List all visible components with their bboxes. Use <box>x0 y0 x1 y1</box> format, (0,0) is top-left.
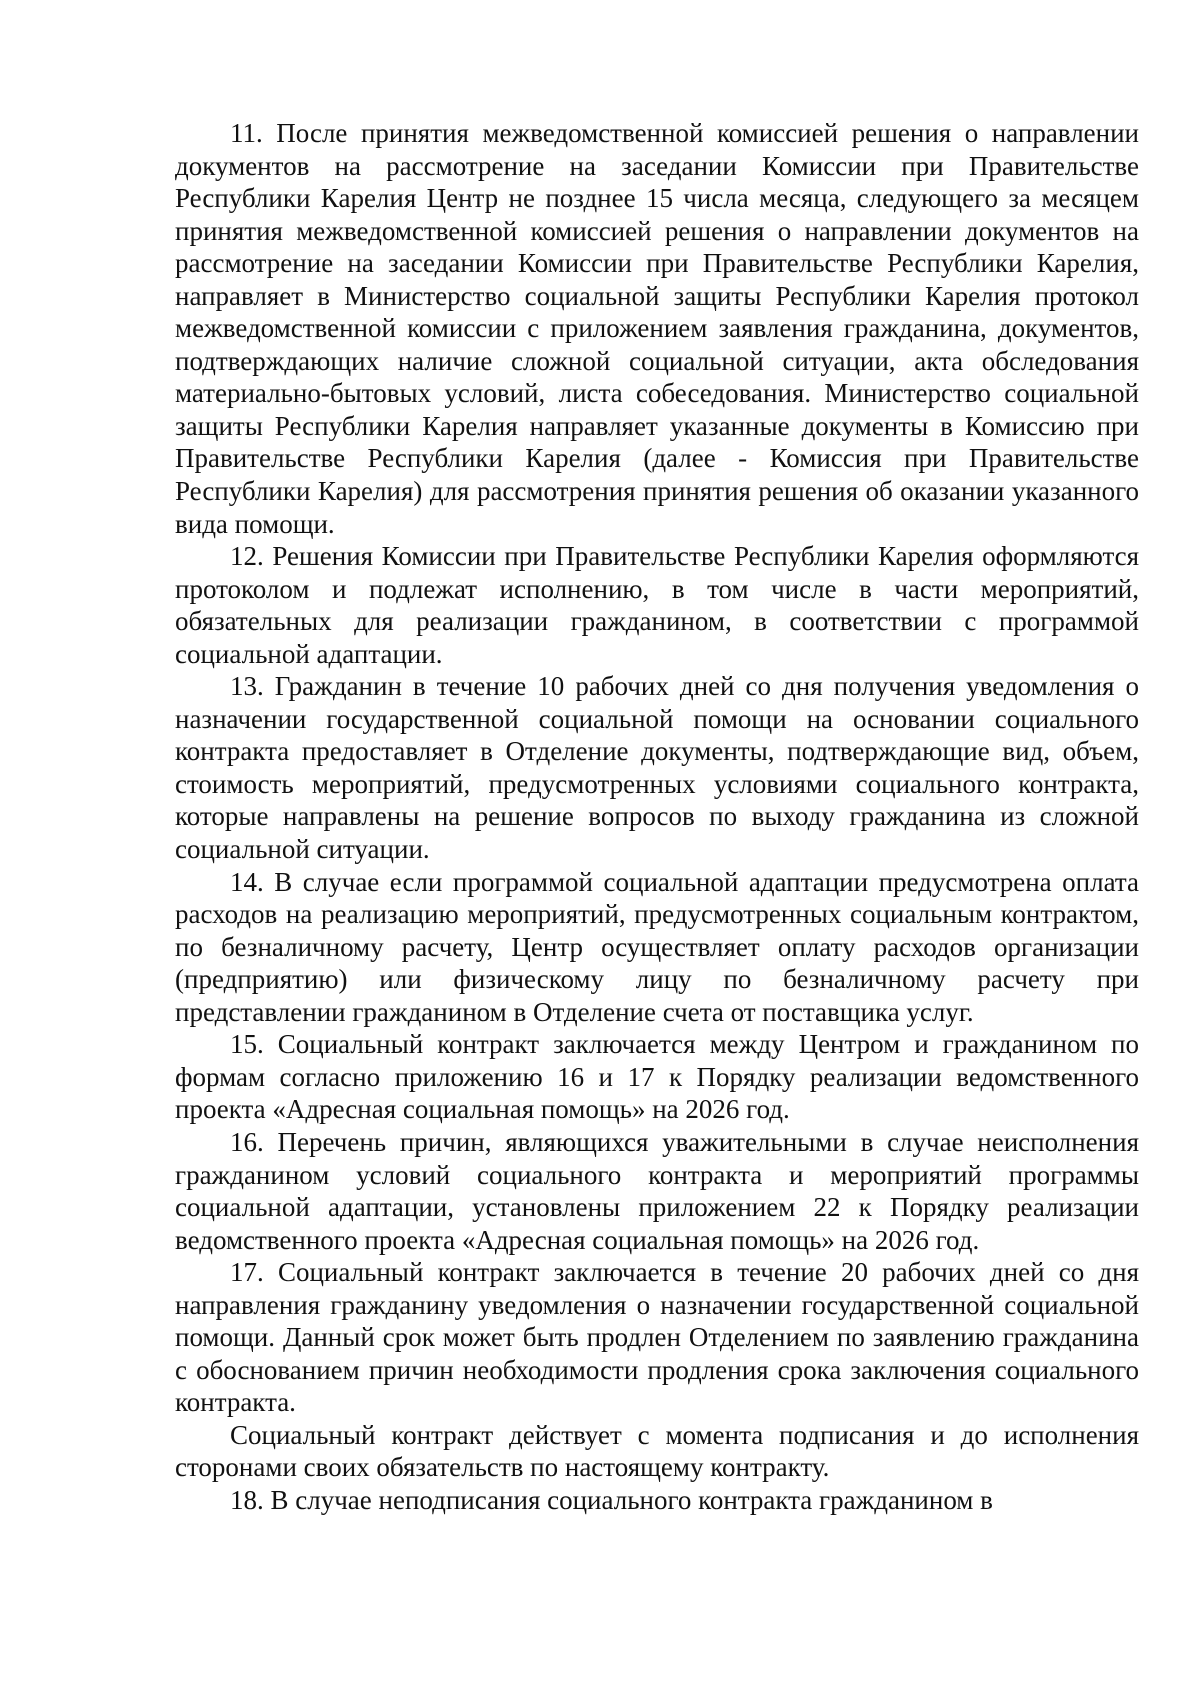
paragraph-18: 18. В случае неподписания социального контракта гражданином в <box>230 1484 993 1515</box>
paragraph-17-continuation: Социальный контракт действует с момента подписания и до исполнения сторонами своих обязательств по настоящему контракту. <box>175 1419 1139 1483</box>
paragraph-16: 16. Перечень причин, являющихся уважительными в случае неисполнения гражданином условий социального контракта и мероприятий программы социальной адаптации, установлены приложением 22 к Порядку реализации ведомственного проекта «Адресная социальная помощь» на 2026 год. <box>175 1126 1139 1255</box>
paragraph-14: 14. В случае если программой социальной адаптации предусмотрена оплата расходов на реализацию мероприятий, предусмотренных социальным контрактом, по безналичному расчету, Центр осуществляет оплату расходов организации (предприятию) или физическому лицу по безналичному расчету при представлении гражданином в Отделение счета от поставщика услуг. <box>175 866 1139 1027</box>
paragraph-15: 15. Социальный контракт заключается между Центром и гражданином по формам согласно приложению 16 и 17 к Порядку реализации ведомственного проекта «Адресная социальная помощь» на 2026 год. <box>175 1029 1139 1125</box>
document-body <box>175 117 1139 1517</box>
paragraph-13: 13. Гражданин в течение 10 рабочих дней со дня получения уведомления о назначении государственной социальной помощи на основании социального контракта предоставляет в Отделение документы, подтверждающие вид, объем, стоимость мероприятий, предусмотренных условиями социального контракта, которые направлены на решение вопросов по выходу гражданина из сложной социальной ситуации. <box>175 671 1139 865</box>
paragraph-12: 12. Решения Комиссии при Правительстве Республики Карелия оформляются протоколом и подлежат исполнению, в том числе в части мероприятий, обязательных для реализации гражданином, в соответствии с программой социальной адаптации. <box>175 541 1139 669</box>
paragraph-11: 11. После принятия межведомственной комиссией решения о направлении документов на рассмотрение на заседании Комиссии при Правительстве Республики Карелия Центр не позднее 15 числа месяца, следующего за месяцем принятия межведомственной комиссией решения о направлении документов на рассмотрение на заседании Комиссии при Правительстве Республики Карелия, направляет в Министерство социальной защиты Республики Карелия протокол межведомственной комиссии с приложением заявления гражданина, документов, подтверждающих наличие сложной социальной ситуации, акта обследования материально-бытовых условий, листа собеседования. Министерство социальной защиты Республики Карелия направляет указанные документы в Комиссию при Правительстве Республики Карелия (далее - Комиссия при Правительстве Республики Карелия) для рассмотрения принятия решения об оказании указанного вида помощи. <box>175 118 1139 539</box>
paragraph-17: 17. Социальный контракт заключается в течение 20 рабочих дней со дня направления гражданину уведомления о назначении государственной социальной помощи. Данный срок может быть продлен Отделением по заявлению гражданина с обоснованием причин необходимости продления срока заключения социального контракта. <box>175 1257 1139 1418</box>
